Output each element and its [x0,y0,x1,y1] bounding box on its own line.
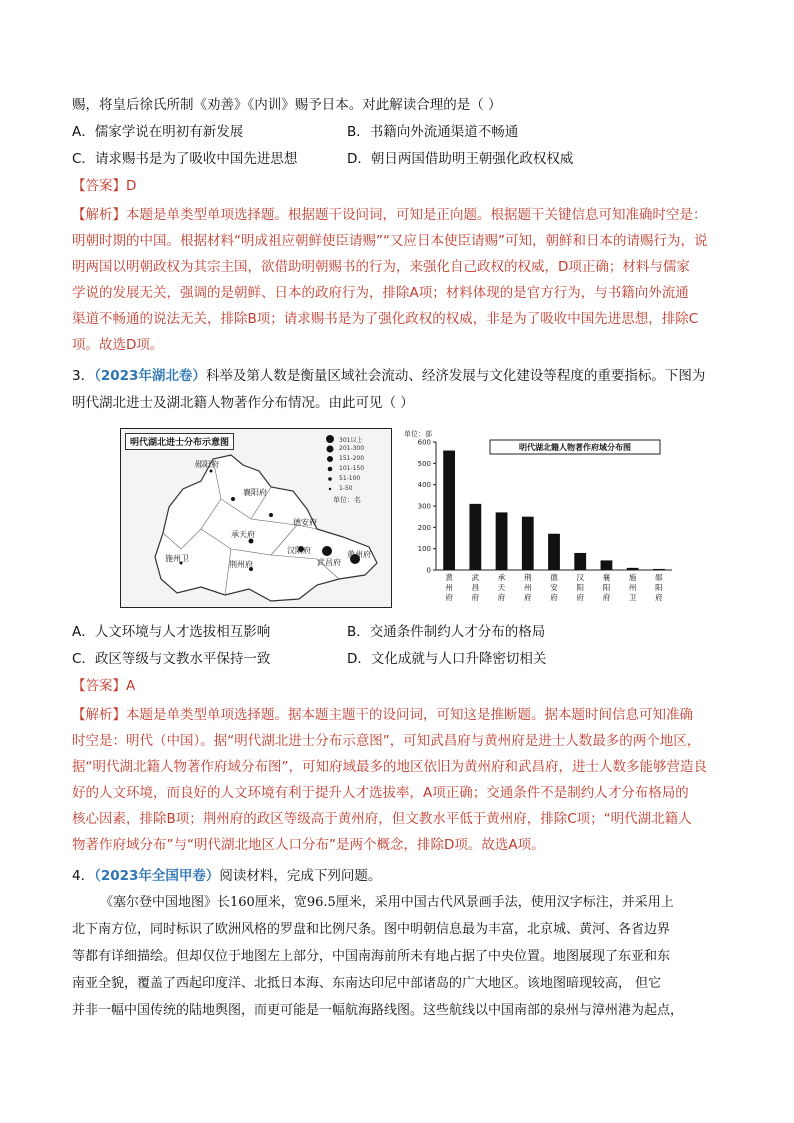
bar-5 [574,553,586,570]
q2-option-c: C．请求赐书是为了吸收中国先进思想 [72,151,298,167]
q4-material-line-2: 北下南方位，同时标识了欧洲风格的罗盘和比例尺条。图中明朝信息最为丰富，北京城、黄河、各省边界 [72,922,671,937]
bar-4 [548,534,560,570]
q2-option-d: D．朝日两国借助明王朝强化政权权威 [347,151,574,167]
wuchang-dot [322,546,332,556]
q3-analysis-line-2: 时空是：明代（中国）。据“明代湖北进士分布示意图”，可知武昌府与黄州府是进士人数最多的两个地区， [72,733,701,749]
q4-material-line-5: 并非一幅中国传统的陆地舆图，而更可能是一幅航海路线图。这些航线以中国南部的泉州与漳州港为起点， [72,1003,684,1018]
x-tick-label-2: 承天府 [497,573,506,602]
x-tick-label-1: 武昌府 [471,573,480,602]
q4-stem: 4．（2023年全国甲卷）阅读材料，完成下列问题。 [72,868,382,884]
chart-ylabel: 单位：部 [404,430,432,438]
bar-7 [627,568,639,570]
x-tick-label-4: 德安府 [550,573,558,602]
q3-option-a: A．人文环境与人才选拔相互影响 [72,624,271,640]
q2-options-row1 [72,122,519,142]
place-yunyang: 郧阳府 [195,460,219,469]
q2-analysis-line-2: 明朝时期的中国。根据材料“明成祖应朝鲜使臣请赐”“又应日本使臣请赐”可知，朝鲜和日本的请赐行为，说 [72,233,708,249]
y-tick-label-3: 300 [417,502,431,511]
q3-answer: 【答案】A [72,678,136,694]
q3-option-c: C．政区等级与文教水平保持一致 [72,651,271,667]
q2-analysis-line-1: 【解析】本题是单类型单项选择题。根据题干设问词，可知是正向题。根据题干关键信息可知准确时空是： [72,207,707,223]
bar-8 [653,569,665,570]
place-xiangyang: 襄阳府 [243,488,267,497]
q3-option-b: B．交通条件制约人才分布的格局 [347,624,546,640]
bar-chart-svg [400,428,680,608]
q2-analysis-line-6: 项。故选D项。 [72,337,164,353]
x-tick-label-8: 郧阳府 [655,573,663,602]
works-distribution-chart [400,428,680,608]
q3-analysis-line-3: 据“明代湖北籍人物著作府域分布图”，可知府域最多的地区依旧为黄州府和武昌府，进士人数多能够营造良 [72,759,707,775]
q2-analysis-line-4: 学说的发展无关，强调的是朝鲜、日本的政府行为，排除A项；材料体现的是官方行为，与书籍向外流通 [72,285,689,301]
place-hanyang: 汉阳府 [287,546,311,555]
q3-analysis-line-4: 好的人文环境，而良好的人文环境有利于提升人才选拔率，A项正确；交通条件不是制约人才分布格局的 [72,785,689,801]
y-tick-label-2: 200 [417,523,431,532]
y-tick-label-4: 400 [417,481,431,490]
y-tick-label-0: 0 [426,566,431,575]
q3-stem-line-1: 3．（2023年湖北卷）科举及第人数是衡量区域社会流动、经济发展与文化建设等程度的重要指标。下图为 [72,368,706,384]
place-dean: 德安府 [293,518,317,527]
bar-0 [443,451,455,570]
q2-analysis-line-3: 明两国以明朝政权为其宗主国，欲借助明朝赐书的行为，来强化自己政权的权威，D项正确；材料与儒家 [72,259,690,275]
q4-material-line-4: 南亚全貌，覆盖了西起印度洋、北抵日本海、东南达印尼中部诸岛的广大地区。该地图暗现较高， 但它 [72,976,662,991]
x-tick-label-0: 黄州府 [445,573,453,602]
legend-item-5: 51-100 [339,475,361,482]
place-huangzhou: 黄州府 [347,550,371,559]
q2-option-a: A．儒家学说在明初有新发展 [72,124,244,140]
q3-analysis-line-6: 物著作府域分布”与“明代湖北地区人口分布”是两个概念，排除D项。故选A项。 [72,837,545,853]
q2-answer: 【答案】D [72,178,137,194]
place-chengtian: 承天府 [231,530,255,539]
q2-options-row2 [72,149,574,169]
legend-item-3: 151-200 [339,455,365,462]
q3-analysis-line-5: 核心因素，排除B项；荆州府的政区等级高于黄州府，但文教水平低于黄州府，排除C项；“明代湖北籍人 [72,811,692,827]
legend-unit: 单位：名 [333,496,361,504]
y-tick-label-1: 100 [417,545,431,554]
bar-2 [496,512,508,570]
q3-option-d: D．文化成就与人口升降密切相关 [347,651,547,667]
legend-item-1: 301以上 [339,437,363,444]
q2-option-b: B．书籍向外流通渠道不畅通 [347,124,519,140]
q3-options-row1 [72,622,546,642]
hubei-jinshi-map [120,428,392,608]
x-tick-label-3: 荆州府 [524,573,532,602]
legend-item-2: 201-300 [339,445,365,452]
q2-stem-tail: 赐，将皇后徐氏所制《劝善》《内训》赐予日本。对此解读合理的是（ ） [72,97,502,113]
q4-material-line-3: 等都有详细描绘。但却仅位于地图左上部分，中国南海前所未有地占据了中央位置。地图展现了东亚和东 [72,949,671,964]
bar-3 [522,517,534,570]
q3-options-row2 [72,649,547,669]
bar-1 [469,504,481,570]
q3-analysis-line-1: 【解析】本题是单类型单项选择题。据本题主题干的设问词，可知这是推断题。据本题时间信息可知准确 [72,707,693,723]
q3-stem-line-2: 明代湖北进士及湖北籍人物著作分布情况。由此可见（ ） [72,395,414,411]
chart-title: 明代湖北籍人物著作府域分布图 [519,443,631,452]
q2-analysis-line-5: 渠道不畅通的说法无关，排除B项；请求赐书是为了强化政权的权威，非是为了吸收中国先进思想，排除C [72,311,699,327]
y-tick-label-5: 500 [417,459,431,468]
legend-item-6: 1-50 [339,485,353,492]
y-tick-label-6: 600 [417,438,431,447]
legend-item-4: 101-150 [339,465,365,472]
map-title: 明代湖北进士分布示意图 [125,433,234,450]
bar-6 [601,560,613,570]
q4-material-line-1: 《塞尔登中国地图》长160厘米，宽96.5厘米，采用中国古代风景画手法，使用汉字标注，并采用上 [100,895,674,910]
place-shizhou: 施州卫 [165,554,189,563]
place-wuchang: 武昌府 [317,558,341,567]
x-tick-label-7: 施州卫 [628,573,637,602]
x-tick-label-6: 襄阳府 [602,573,611,602]
place-jingzhou: 荆州府 [229,560,253,569]
x-tick-label-5: 汉阳府 [576,573,584,602]
